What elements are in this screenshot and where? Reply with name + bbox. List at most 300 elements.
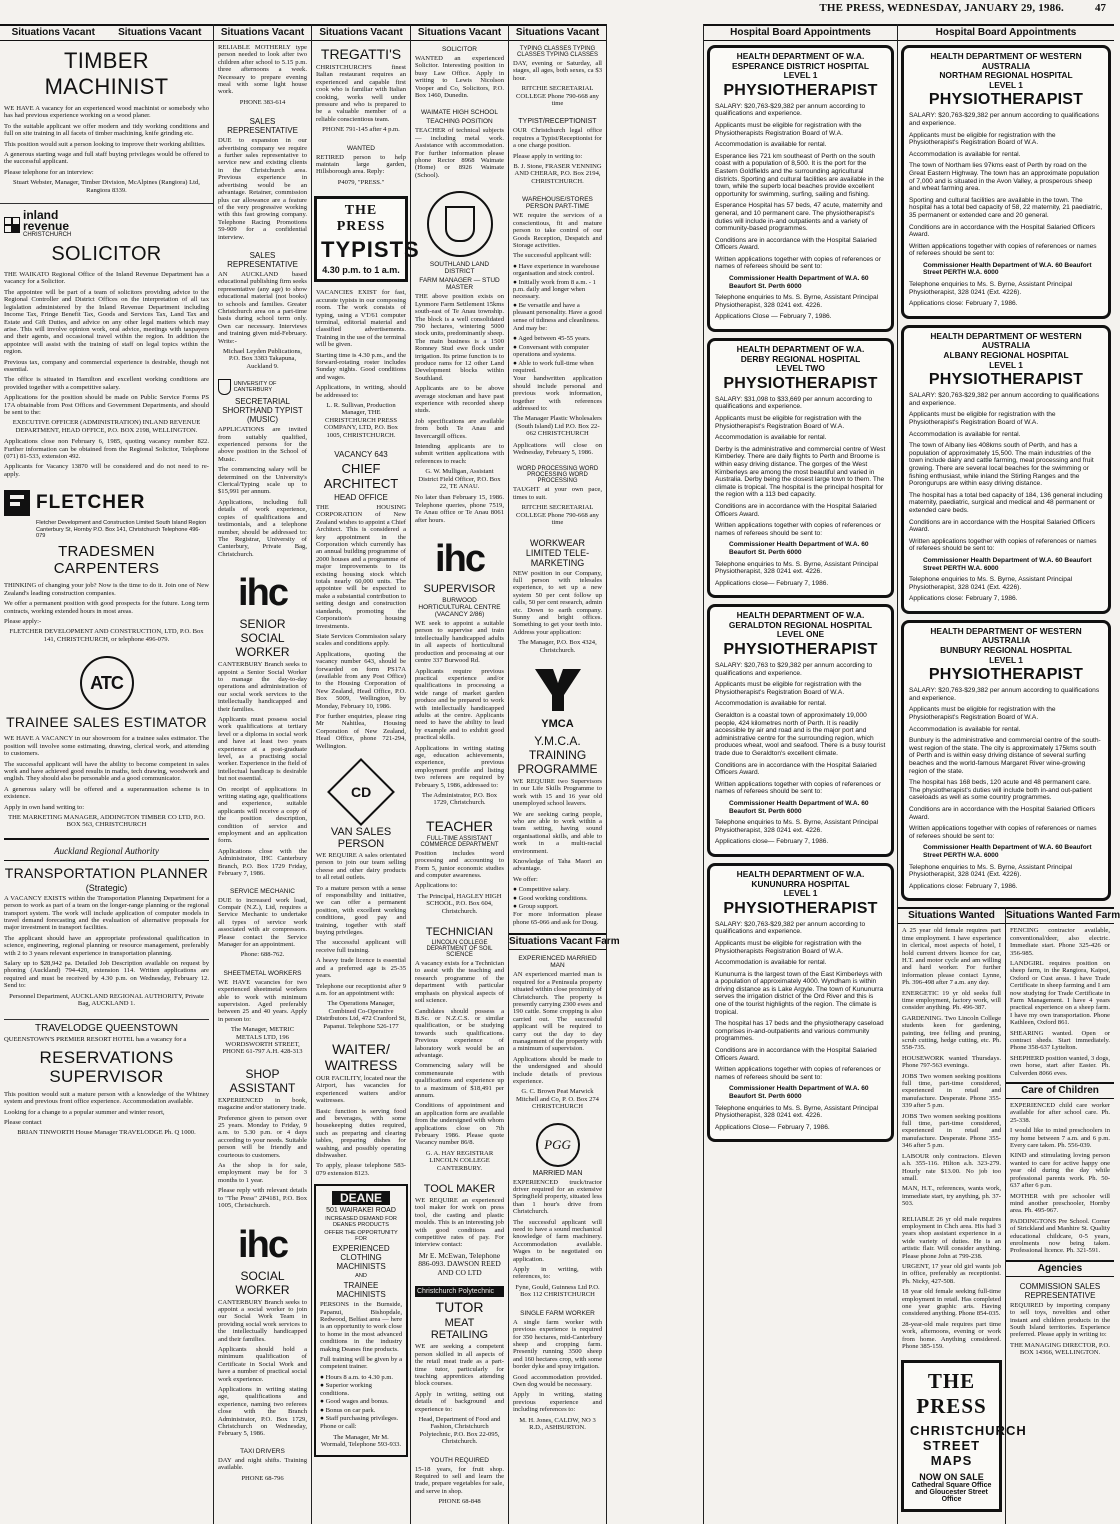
ad-text: Written applications together with copies of references or names of referees should be sent to: [909,537,1097,553]
ad-text: THE WAIKATO Regional Office of the Inland Revenue Department has a vacancy for a Solicitor. [4,271,209,286]
list-item: FENCING contractor available, conventional/deer, also electric. Immediate start. Phone 325-426 or 356-985. [1010,927,1110,957]
ad-text: A generous salary will be offered and a superannuation scheme is in existence. [4,785,209,801]
ad-text: WE REQUIRE an experienced tool maker for work on press tool, die casting and plastic moulds. This is an interesting job with good conditions and competitive rates of pay. For interview contact: [415,1197,504,1249]
ad-address: Commissioner Health Department of W.A. 60 Beaufort Street PERTH W.A. 6000 [923,844,1092,859]
employer-name: HEALTH DEPARTMENT OF WESTERN AUSTRALIA [930,51,1082,71]
ad-title: TAXI DRIVERS [240,1447,285,1455]
ad-title: TEACHER [426,817,493,834]
ad-text: Esperance lies 721 km southeast of Perth on the south coast with a population of 8,500. It is the port for the Eastern Goldfields and the surrounding agricultural districts. Sporting and cultural facilities are available in the town, while the superb local beaches provide excellent opportunity for swimming, surfing, sailing and fishing. [715,152,884,198]
ad-title: PHYSIOTHERAPIST [928,91,1084,109]
ad-phone: Telephone enquiries to Ms. S. Byrne, Assistant Principal Physiotherapist, 328 0241 (Ext. 4226). [909,281,1073,296]
ad-text: Written applications together with copies of references or names of referees should be sent to: [715,255,881,271]
ad-text: WE require the services of a conscientious, fit and mature person to take control of our Goods Reception, Despatch and Storage activities. [513,212,602,249]
situations-wanted-farm-list [1006,924,1114,1082]
ad-address: 501 WAIRAKEI ROAD [326,1207,396,1215]
ad-subtitle: SOUTHLAND LAND DISTRICT [429,261,490,276]
ad-text: Written applications together with copies of references or names of referees should be sent to: [715,780,881,796]
ad-address: Fyne, Gould, Guinness Ltd P.O. Box 112 CHRISTCHURCH [515,1283,600,1299]
ad-text: Please apply:- [4,618,42,626]
pgg-logo [536,1123,580,1167]
ad-text: We offer: [513,875,538,883]
ad-text: Accommodation is available for rental. [909,725,1021,733]
ad-text: The office is situated in Hamilton and excellent working conditions are provided together with a competitive salary. [4,376,209,391]
ad-title: SALES REPRESENTATIVE [227,117,298,136]
ad-ref: P4079, "PRESS." [337,178,385,186]
ad-transport-planner [0,835,213,1014]
ad-text: Starting time is 4.30 p.m., and the forward-rotating roster includes Sunday nights. Good conditions and wages. [316,351,406,381]
closing-date: Applications close— February 7, 1986. [715,579,829,587]
list-item: ● Superior working conditions. [320,1382,372,1397]
ad-text: A VACANCY EXISTS within the Transportation Planning Department for a person to work as part of a team on the longer-range planning or the regional transport system. The work will include application of computer models in travel demand forecasting and the evaluation of alternative proposals for major investment in transport facilities. [4,894,209,932]
list-item: GARDENING. Two Lincoln College students keen for gardening, painting, tree felling and pruning, scrub cutting, hedge cutting, etc. Ph. 558-735. [902,1014,1001,1052]
ad-subtitle: WAIMATE HIGH SCHOOL [421,109,498,117]
ad-text: The hospital has a total bed capacity of 184, 136 general including maternity, paediatric, surgical and medical and 48 permanent or extended care beds. [909,491,1103,514]
lower-split [898,907,1120,1517]
ad-text: Written applications together with copies of references or names of referees should be sent to: [909,242,1097,258]
ad-text: Applicants must possess social work qualifications at tertiary level or a diploma in social work and have at least two years experience at a post-graduate level, as a practising social worker. Experience in the field of intellectual handicap is desirable but not essential. [218,715,307,783]
ad-address: The Manager, Mr M. Wormald, Telephone 593-933. [320,1433,402,1449]
list-item: ● Competitive salary. [513,886,570,894]
ad-address: B. J. Stone, FRASER VENNING AND CHERAR, P.O. Box 2194, CHRISTCHURCH. [513,163,602,185]
situations-wanted-farm-column [1005,907,1120,1517]
ad-experienced-married-man [509,950,606,1116]
ad-reservations [0,1013,213,1142]
ad-text: Applications close with the Administrator, IHC Canterbury Branch, P.O. Box 1729 Friday, February 7, 1986. [218,847,307,878]
ad-text: Accommodation is available for rental. [715,141,827,149]
ad-text: OUR FACILITY, located near the Airport, has vacancies for experienced waiters and/or waitresses. [316,1074,406,1105]
list-item: LANDGIRL requires position on sheep farm, in the Rangiora, Kaipoi, Oxford or Cust areas. I have Trade Certificate in sheep farming and I am now studying for Trade Certificate in Farm Management. I have 4 years practical experience on a sheep farm. I have my own transportation. Phone Kathleen, Oxford 861. [1010,959,1110,1027]
hospital-column-right [898,24,1120,1524]
ad-text: Applications will close on Wednesday, February 5, 1986. [513,441,602,457]
ad-wanted-garden [312,140,410,193]
ad-address: THE MARKETING MANAGER, ADDINGTON TIMBER CO LTD, P.O. BOX 563, CHRISTCHURCH [8,813,205,829]
vacancy-number: VACANCY 643 [334,450,388,459]
ad-phone: Telephone enquiries to Ms. S. Byrne, Assistant Principal Physiotherapist, 328 0241 (Ext. 4226). [909,863,1073,879]
ad-text: Written applications together with copies of references or names of referees should be sent to: [715,1066,881,1081]
ad-text: Accommodation is available for rental. [715,700,827,708]
ad-shop-assistant [214,1062,311,1215]
employer-name: HEALTH DEPARTMENT OF W.A. [736,610,865,621]
ad-typist-receptionist [509,113,606,191]
ad-text: DAY, evening or Saturday, all stages, all ages, both sexes, ca $3 hour. [513,60,602,82]
hospital-name: BUNBURY REGIONAL HOSPITAL [940,645,1072,656]
ad-phone: Telephone enquiries to Ms. S. Byrne, Assistant Principal Physiotherapist, 328 0241 ext. 4226. [715,294,879,309]
logo-text: revenue [23,219,70,234]
ad-tool-maker [411,1178,508,1283]
ad-title: SOLICITOR [442,46,477,53]
ad-address: Stuart Webster, Manager, Timber Division, McAlpines (Rangiora) Ltd, Rangiora 8339. [13,179,200,194]
employer-name: HEALTH DEPARTMENT OF W.A. [736,344,865,355]
list-item: 28-year-old male requires part time work, afternoons, evening or work from home. Anything considered. Phone 385-159. [902,1320,1001,1351]
page-masthead [0,0,1114,22]
ad-phone: Telephone enquiries to Ms. S. Byrne, Assistant Principal Physiotherapist, 328 0241 (Ext. 4226). [909,576,1073,591]
ad-text: Please telephone for an interview: [4,168,94,176]
ad-sales-rep-2 [214,246,311,376]
ad-text: WE REQUIRE A sales orientated person to join our team selling cheese and other dairy products to all retail outlets. [316,852,406,882]
atc-logo [80,656,134,710]
ad-text: Applications close non February 6, 1985, quoting vacancy number 822. Further information can be obtained from the Regional Solicitor, Telephone (071) 81-533, extension 492. [4,438,209,460]
ad-text: Preference given to person over 25 years. Monday to Friday, 9 a.m. to 5.30 p.m. or 4 days according to your needs. Suitable person will be friendly and courteous to customers. [218,1114,307,1159]
ad-text: Kununurra is the largest town of the East Kimberleys with a population of approximately 4000. Wyndham is within driving distance as is Lake Argyle. The town of Kununurra serves the irrigation district of the Ord River and this is one of the tourist highlights of the region. The climate is tropical. [715,970,884,1016]
ad-text: This position would suit a person looking to improve their working abilities. [4,140,206,148]
ad-subtitle: FULL-TIME ASSISTANT COMMERCE DEPARTMENT [420,835,499,848]
ad-address: The Manager, P.O. Box 4324, Christchurch. [518,639,597,654]
ad-text: WE seek to appoint a suitable person to supervise and train intellectually handicapped adults in all aspects of horticultural production and processing at our centre 337 Burwood Rd. [415,620,504,665]
ad-text: Position includes word processing and accounting to Form 5, junior economic studies and computer awareness. [415,849,504,880]
ad-title: TRADESMEN CARPENTERS [53,543,160,578]
ad-title: TOOL MAKER [423,1183,496,1196]
ad-title: EXPERIENCED CLOTHING MACHINISTS [332,1244,390,1272]
position-level: LEVEL TWO [776,363,825,374]
ad-title: PHYSIOTHERAPIST [723,374,878,392]
ad-text: To apply, please telephone 583-079 extension 8123. [316,1162,406,1177]
list-item: HOUSEWORK wanted Thursdays. Phone 797-563 evenings. [902,1054,1001,1070]
ad-text: We are seeking caring people, who are able to work within a team setting, having sound organisational skills, and able to work in a multi-racial environment. [513,810,602,855]
care-of-children-list [1006,1099,1114,1260]
section-header: Agencies [1006,1260,1114,1277]
ad-physiotherapist [901,325,1111,614]
ad-text: Your handwritten application should include personal and previous work information, together with references addressed to: [513,375,602,413]
ad-sheetmetal [214,965,311,1062]
ad-text: Salary up to $28,942 pa. Detailed Job Description available on request by phoning (Auckland) 794-420, extension 114. Written applications are required and must be received by 4.30 p.m. on Wednesday, February 12. Send to: [4,960,209,990]
closing-date: Applications close: February 7, 1986. [909,595,1018,603]
ad-title: MARRIED MAN [532,1169,583,1177]
ad-waiter [312,1036,410,1182]
ad-address: Commissioner Health Department of W.A. 60 Beaufort St. Perth 6000 [729,799,869,815]
ad-title: WORD PROCESSING WORD PROCESSING WORD PROCESSING [516,466,599,485]
ad-text: Full training will be given by a competent trainer. [320,1356,402,1371]
ad-title: SERVICE MECHANIC [230,887,295,895]
list-item: ● Bonus on car park. [320,1406,376,1414]
list-item: ● Initially work from 8 a.m. - 1 p.m. daily and longer when necessary. [513,278,596,301]
ad-text: The hospital has 168 beds, 120 acute and 48 permanent care. The physiotherapist's duties will include both in-and out-patient caseloads as well as some country programmes. [909,779,1093,802]
ad-text: VACANCIES EXIST for fast, accurate typists in our composing room. The work consists of typing, using a VT/61 computer terminal, editorial material and classified advertisements. Training in the use of the terminal will be given. [316,289,406,349]
employer-name: HEALTH DEPARTMENT OF WESTERN AUSTRALIA [930,625,1082,646]
ad-text: Apply in writing, setting out details of background and experience to: [415,1390,504,1413]
ad-text: The commencing salary will be determined on the University's Clerical/Typing scale up to $15,991 per annum. [218,466,307,496]
ad-text: Conditions are in accordance with the Hospital Salaried Officers Award. [909,805,1096,821]
ad-title: TUTOR [435,1299,484,1316]
list-item: MOTHER with pre schooler will mind another preschooler, Hornby area. Ph. 495-967. [1010,1192,1110,1215]
list-item: ● Aged between 45-55 years. [513,335,591,343]
ad-text: Applications, in writing, should be addressed to: [316,384,406,399]
ad-title: PHYSIOTHERAPIST [723,641,878,659]
ad-title: PHYSIOTHERAPIST [928,666,1084,684]
ad-text: 15-18 years, for fruit shop. Required to sell and learn the trade, prepare vegetables for sale, and serve in shop. [415,1465,504,1495]
logo-text: PGG [544,1136,571,1152]
ad-text: Conditions are in accordance with the Hospital Salaried Officers Award. [909,223,1096,239]
ad-text: Conditions are in accordance with the Hospital Salaried Officers Award. [715,502,877,518]
ad-address: BRIAN TINWORTH House Manager TRAVELODGE Ph. Q 1000. [17,1129,196,1137]
ad-text: The hospital has 17 beds and the physiotherapy caseload comprises in-and-outpatients and various community programmes. [715,1020,884,1043]
ad-title: TECHNICIAN [425,926,494,939]
ad-text: Applicants for Vacancy 13870 will be considered and do not need to re-apply. [4,463,209,478]
ad-text: Applications in writing stating age, qualifications and experience, naming two referees close with the Branch Administrator, P.O. Box 1729, Christchurch on Wednesday, February 5, 1986. [218,1385,307,1438]
ad-physiotherapist [707,338,894,598]
ad-text: RELIABLE MOTHERLY type person needed to look after two children after school to 5.15 p.m. three afternoons a week. Necessary to prepare evening meal with some light house work. [218,44,307,96]
employer-name: HEALTH DEPARTMENT OF W.A. [736,51,865,61]
section-header: Situations Vacant [0,24,107,41]
ad-address: The Operations Manager, Combined Co-Operative Distributors Ltd, 472 Cranford St, Papanui. Telephone 526-177 [316,1000,406,1030]
section-header: Situations Vacant [107,24,214,41]
ad-text: And may be: [513,324,548,332]
crest-icon [218,379,231,395]
ad-phone: PHONE 791-145 after 4 p.m. [322,126,400,134]
ad-commission-sales [1006,1277,1114,1363]
ad-farm-manager [411,184,508,529]
ad-text: WE are seeking a competent person skilled in all aspects of the retail meat trade as a part-time tutor, particularly for teaching apprentices attending block courses. [415,1343,504,1388]
ad-text: The applicant should have an appropriate professional qualification in science, engineering, regional planning or resource management, preferably with 2 to 3 years relevant experience in transportation planning. [4,934,209,957]
ad-text: Applicants must be eligible for registration with the Physiotherapist's Registration Board of W.A. [715,415,862,430]
ad-text: Candidates should possess a B.Sc. or N.Z.C.S. or similar qualification, or be studying towards such qualifications. Previous experience of laboratory work would be an advantage. [415,1007,504,1059]
ad-address: Mr E. McEwan, Telephone 886-093. DAWSON REED AND CO LTD [418,1250,501,1277]
ad-text: For more information please phone 65-066 and ask for Doug. [513,911,602,926]
ad-text: DUE to increased work load, Compair (N.Z.), Ltd, requires a Service Mechanic to undertake all types of service work associated with air compressors. Please contact the Service Manager for an appointment. [218,896,307,948]
ad-text: The town of Northam lies 97kms east of Perth by road on the Great Eastern Highway. The town has an approximate population of 7,000 and is situated in the Avon Valley, a prosperous sheep and wheat farming area. [909,162,1100,193]
ad-text: Applicants are to be above average stockman and have past experience with recorded sheep studs. [415,385,504,415]
position-level: LEVEL 1 [989,359,1023,370]
coat-of-arms-icon [427,191,493,257]
ad-address: The Principal, HAGLEY HIGH SCHOOL, P.O. Box 604, Christchurch. [417,892,502,915]
ad-text: Intending applicants are to submit written applications with references to reach: [415,443,504,465]
salary-text: SALARY: $20,763-$29,382 per annum according to qualifications and experience. [909,112,1100,127]
ad-text: RETIRED person to help maintain large garden, Hillsborough area. Reply: [316,153,406,176]
ad-address: RITCHIE SECRETARIAL COLLEGE Phone 790-668 any time [516,85,599,108]
ad-text: APPLICATIONS are invited from suitably qualified, experienced persons for the above position in the School of Music. [218,426,307,463]
ad-title: PHYSIOTHERAPIST [723,899,878,917]
ad-text: AN experienced married man is required for a Peninsula property situated within close proximity of Christchurch. The property is presently carrying 2300 ewes and 190 cattle. Some cropping is also carried out. The successful applicant will be required to carry out the day to day management of the property with a minimum of supervision. [513,971,603,1053]
ad-married-man [509,1117,606,1305]
ad-address: G. W. Mulligan, Assistant District Field Officer, P.O. Box 22, TE ANAU. [418,468,501,491]
list-item: ● Be versatile and have a pleasant personality. Have a good sense of tidiness and cleanliness. [513,301,602,324]
deane-logo: DEANE [332,1191,390,1205]
ad-text: A heavy trade licence is essential and a preferred age is 25-35 years. [316,957,406,980]
press-masthead: THE PRESS [336,203,386,235]
ad-text: The appointee will be part of a team of solicitors providing advice to the Regional Controller and District Offices on the interpretation of all tax legislation administered by the Inland Revenue Department including Income Tax, Fringe Benefit Tax, Goods and Services Tax, Land Tax and Estate and Gift Duties, and advice on any other legal matters which may arise. This will involve opinion work, oral advice, meetings with taxpayers and their agents, and occasional travel within the region. In addition the appointee will assist with the training of staff on legal topics within the region. [4,288,209,356]
ad-text: Please reply with relevant details to "The Press" 2P4181, P.O. Box 1005, Christchurch. [218,1187,307,1210]
ad-address: G. C. Brown Peat Marwick Mitchell and Co, P. O. Box 274 CHRISTCHURCH [516,1088,599,1111]
ad-typists [314,196,420,282]
ad-text: Applications in writing stating age, education achievements, experience, previous employment profile and listing two referees are required by February 5, 1986, addressed to: [415,744,504,789]
ad-text: Accommodation is available for rental. [909,150,1021,158]
column-2 [214,24,311,1524]
list-item: ● Good working conditions. [513,894,588,902]
list-item: I would like to mind preschoolers in my home between 7 a.m. and 6 p.m. Every care taken. Ph. 556-039. [1010,1127,1110,1150]
list-item: MAN, H.T., references, wants work, immediate start, try anything, ph. 37-503. [902,1185,1001,1208]
ad-tutor [411,1283,508,1451]
position-level: LEVEL ONE [776,629,825,640]
ad-title: SOLICITOR [51,243,162,266]
section-header: Situations Wanted [898,907,1005,924]
ad-typing-classes [509,41,606,113]
ad-title: WAREHOUSE/STORES PERSON PART-TIME [522,196,593,211]
ad-text: THE above position exists on Lynmore Farm Settlement 15kms south-east of Te Anau township. The block is a well consolidated 790 hectares, wintering 5000 stock units, predominantly sheep. The main business is a 1500 Romney Stud ewe flock under irrigation. Its prime function is to produce rams for 12 other Land Development blocks within Southland. [415,293,504,382]
ad-text: The successful applicant will: [513,252,592,260]
ad-title: TYPIST/RECEPTIONIST [518,118,597,126]
closing-date: Applications Close— February 7, 1986. [715,1123,830,1131]
ad-title: FARM MANAGER — STUD MASTER [419,277,500,292]
ad-title: SHOP ASSISTANT [229,1066,296,1095]
list-item: 18 year old female seeking full-time employment in retail. Has completed one year graphic arts. Having considered anything. Phone 854-035. [902,1288,1001,1318]
hospital-name: ALBANY REGIONAL HOSPITAL [943,350,1069,361]
list-item: KIND and stimulating loving person wanted to care for active happy one year old during the day while professional parents work. Ph. 50-637 after 6 p.m. [1010,1152,1110,1190]
salary-text: SALARY: $20,763-$29,382 per annum according to qualifications and experience. [909,392,1100,407]
ad-text: Conditions are in accordance with the Hospital Salaried Officers Award. [715,1047,877,1062]
list-item: SHEPHERD position wanted, 3 dogs, own horse, start after Easter. Ph. Culverden 8066 eves. [1010,1054,1111,1077]
ad-taxi [214,1443,311,1488]
list-item: LABOUR only contractors. Eleven a.h. 355-116. Hilton a.h. 323-279. Hourly rate $13.00. No job too small. [902,1152,1001,1182]
ad-text: Applicants require previous practical experience and/or qualifications in processing a wide range of market garden produce and be prepared to work with intellectually handicapped adults at the centre. Applicants need to have the ability to lead by example and to exhibit good practical skills. [415,667,504,742]
ad-text: EXPERIENCED truck/tractor driver required for an extensive Springfield property, situated less than 1 hour's drive from Christchurch. [513,1178,602,1216]
logo-text: UNIVERSITY OF CANTERBURY [233,380,277,394]
ad-title: WORKWEAR LIMITED TELE-MARKETING [525,537,590,568]
ad-physiotherapist [707,45,894,332]
ad-chief-architect [312,445,410,755]
ad-supervisor [411,529,508,813]
position-level: LEVEL 1 [783,70,818,81]
list-item: ● Good wages and bonus. [320,1398,389,1406]
ad-text: To the suitable applicant we offer modern and tidy working conditions and full on site training in all facets of timber machining, knife grinding etc. [4,122,209,138]
list-item: PADDINGTONS Pre School. Corner of Strickland and Manhire St. Quality educational childcare, 0-5 years, enrolments now being taken. Professional licence. Ph. 321-591. [1010,1217,1110,1255]
salary-text: SALARY: $31,098 to $33,669 per annum according to qualifications and experience. [715,395,873,411]
section-header: Situations Vacant [411,24,508,41]
ad-text: PERSONS in the Burnside, Papanui, Bishopdale, Redwood, Belfast area — here is an opportunity to work close to home in the most advanced conditions in the industry making Deanes fine products. [320,1301,402,1353]
ymca-logo [513,667,602,730]
closing-date: Applications close— February 7, 1986. [715,838,829,846]
salary-text: SALARY: $20,763-$29,382 per annum according to qualifications and experience. [909,687,1100,702]
ad-title: TREGATTI'S [320,46,402,62]
ad-sales-rep-1 [214,112,311,246]
ad-address: The Administrator, P.O. Box 1729, Christchurch. [421,792,498,807]
ad-text: For further enquiries, please ring Mr Nahitlea, Housing Corporation of New Zealand, Head Office, phone 721-294, Wellington. [316,712,406,750]
ad-text: Accommodation is available for rental. [715,959,827,967]
ad-title: TYPING CLASSES TYPING CLASSES TYPING CLASSES [517,46,598,58]
ad-text: The town of Albany lies 408kms south of Perth, and has a population of approximately 15,500. The main industries of the town include dairy and cattle farming, meat processing and fruit growing. There are several local beaches for the swimming or fishing enthusiast, while inland the Stirling Ranges and the Porongurups are within easy driving distance. [909,442,1094,488]
press-masthead: THE PRESS [916,1369,987,1419]
ad-trainee-estimator [0,649,213,834]
hospital-name: GERALDTON REGIONAL HOSPITAL [728,619,873,630]
section-header: Situations Vacant [312,24,410,41]
ad-deane [314,1184,408,1456]
ihc-logo: ihc [238,1223,287,1266]
ad-title: SHEETMETAL WORKERS [223,969,302,977]
ad-text: Applicants should hold a minimum qualification of Certificate in Social Work and have a number of practical social work experience. [218,1345,307,1383]
ad-text: State Services Commission salary scales and conditions apply. [316,632,406,648]
ad-text: Esperance Hospital has 57 beds, 47 acute, maternity and general, and 10 permanent care. The physiotherapist's duties will include in-and outpatients and a variety of community-based programmes. [715,202,883,233]
ad-physiotherapist [707,604,894,857]
ad-text: Apply in writing, stating previous experience and including references to: [513,1391,602,1414]
ad-physiotherapist [901,45,1111,319]
ad-street-maps [901,1360,1027,1512]
ad-address: Head, Department of Food and Fashion, Christchurch Polytechnic, P.O. Box 22-095, Christchurch. [418,1416,501,1446]
ad-text: WE HAVE A vacancy for an experienced wood machinist or somebody who has had previous experience working on a wood planer. [4,105,209,120]
column-3 [312,24,420,1524]
ad-text: CANTERBURY Branch seeks to appoint a social worker to join our Social Work Team in providing social work services to the intellectually handicapped and their families. [218,1298,307,1343]
fletcher-logo [4,490,209,516]
ad-van-sales [312,755,410,1036]
ad-text: Phone or call: [320,1423,357,1431]
ad-text: Conditions are in accordance with the Hospital Salaried Officers Award. [715,761,877,777]
ad-text: A single farm worker with previous experience is required for 350 hectares, mid-Canterbury sheep and cropping farm. Presently running 3500 sheep and 160 hectares crop, with some border dyke and spray irrigation. [513,1318,602,1371]
ad-title: TIMBER MACHINIST [44,48,169,99]
column-1 [0,24,213,1524]
employer-name: HEALTH DEPARTMENT OF WESTERN AUSTRALIA [930,330,1082,351]
ad-text: Applicants must be eligible for registration with the Physiotherapist's Registration Board of W.A. [909,131,1056,147]
ad-text: Looking for a change to a popular summer and winter resort, [4,1108,165,1116]
position-level: LEVEL 1 [989,654,1023,665]
ad-technician [411,921,508,1178]
salary-text: SALARY: $20,763 to $29,382 per annum according to qualifications and experience. [715,662,873,677]
polytechnic-logo: Christchurch Polytechnic [415,1286,504,1297]
ad-text: WE HAVE vacancies for two experienced sheetmetal workers able to work with minimum supervision. Aged preferably between 25 and 40 years. Apply in person to: [218,978,307,1023]
ad-text: Written applications together with copies of references or names of referees should be sent to: [909,825,1097,840]
ad-text: CHRISTCHURCH'S finest Italian restaurant requires an experienced and capable first cook who is familiar with Italian cooking, works well under pressure and who is prepared to be a valuable member of a reliable conscientious team. [316,64,406,123]
ad-text: Good accommodation provided. Own dog would be necessary. [513,1373,602,1388]
ad-title: PHYSIOTHERAPIST [723,81,878,99]
ad-phone: PHONE 68-848 [438,1498,481,1506]
ad-text: We offer a permanent position with good prospects for the future. Long term contracts, working extended hours in most areas. [4,600,209,615]
ad-subtitle: 4.30 p.m. to 1 a.m. [322,265,400,276]
ad-title: CHIEF ARCHITECT [323,461,399,491]
ad-text: DUE to expansion in our advertising company we require a further sales representative to service new and existing clients in the Christchurch area. Previous experience in advertising would be an advantage. Retainer, commission plus car allowance are a feature of the very progressive working with this fast growing company. Telephone Racing Promotions 59-909 for a confidential interview. [218,137,307,241]
salary-text: SALARY: $20,763-$29,382 per annum according to qualifications and experience. [715,102,866,118]
ad-text: As the shop is for sale, employment may be for 3 months to 1 year. [218,1162,307,1184]
ad-text: CANTERBURY Branch seeks to appoint a Senior Social Worker to manage the day-to-day operations and administration of our social work services to the intellectually handicapped and their families. [218,661,307,713]
ad-text: Derby is the administrative and commercial centre of West Kimberley. There are daily flights to Perth and Broome is within easy driving distance. The gorges of the West Kimberleys are among the most beautiful and varied in Australia. Derby being the closest large town to them. The climate is tropical. The hospital is the principal hospital for the region with a 113 bed capacity. [715,445,886,499]
ad-title: SECRETARIAL SHORTHAND TYPIST (MUSIC) [222,397,303,425]
ad-title: COMMISSION SALES REPRESENTATIVE [1019,1281,1101,1300]
ad-address: Commissioner Health Department of W.A. 60 Beaufort Street PERTH W.A. 6000 [923,261,1092,277]
ad-address: Cathedral Square Office and Gloucester Street Office [911,1482,992,1504]
ad-subtitle: TRAVELODGE QUEENSTOWN [35,1023,178,1035]
hospital-name: DERBY REGIONAL HOSPITAL [740,353,861,364]
ad-text: Commencing salary will be commensurate with qualifications and experience up to a maximum of $18,491 per annum. [415,1062,504,1099]
ad-title: SUPERVISOR [423,583,496,596]
ihc-logo: ihc [435,538,484,581]
logo-text: CHRISTCHURCH [23,232,72,239]
ad-waimate-teacher [411,104,508,184]
ad-physiotherapist [901,620,1111,901]
hospital-name: ESPERANCE DISTRICT HOSPITAL [731,60,870,71]
ad-physiotherapist [707,863,894,1142]
ad-address: Commissioner Health Department of W.A. 60 Beaufort St. Perth 6000 [729,1085,869,1100]
ad-text: Applicants must be eligible for registration with the Physiotherapists Registration Board of W.A. [715,121,862,137]
ad-ymca [509,660,606,931]
logo-text: YMCA [541,717,574,730]
ad-title: SENIOR SOCIAL WORKER [235,617,290,660]
ad-address: The Manager Plastic Wholesalers (South Island) Ltd P.O. Box 22-062 CHRISTCHURCH [513,415,602,438]
list-item: RELIABLE 26 yr old male requires employment in Chch area. His had 3 years shop assistant experience in a wide variety of duties. He is an artistic flair. Will consider anything. Please phone John at 799-238. [902,1215,1001,1260]
ad-warehouse [509,191,606,461]
ad-subtitle: LINCOLN COLLEGE DEPARTMENT OF SOIL SCIENCE [426,940,493,959]
ad-text: Basic function is serving food and beverages, with some housekeeping duties required, such as preparing and clearing tables, preparing dishes for washing, and possibly operating dishwasher. [316,1107,406,1159]
ad-text: Accommodation is available for rental. [715,434,827,442]
ad-title: RESERVATIONS SUPERVISOR [39,1047,174,1086]
ad-solicitor [0,207,213,483]
ad-text: Applications should be made to the undersigned and should include details of previous experience. [513,1055,602,1085]
ad-subtitle: BURWOOD HORTICULTURAL CENTRE (VACANCY 2/86) [418,597,501,619]
ad-title: WANTED [347,144,375,152]
position-level: LEVEL 1 [989,79,1023,90]
ad-title: TRAINEE MACHINISTS [336,1281,386,1300]
ad-subtitle: NOW ON SALE [919,1472,984,1483]
closing-date: Applications Close — February 7, 1986. [715,313,832,321]
ad-address: Michael Leyden Publications, P.O. Box 3383 Takapuna, Auckland 9. [223,348,302,370]
ad-subtitle: (Strategic) [85,882,128,893]
list-item: ● Staff purchasing privileges. [320,1414,399,1422]
ara-logo [4,838,209,861]
list-item: EXPERIENCED child care worker available for after school care. Ph. 25-338. [1010,1102,1110,1124]
